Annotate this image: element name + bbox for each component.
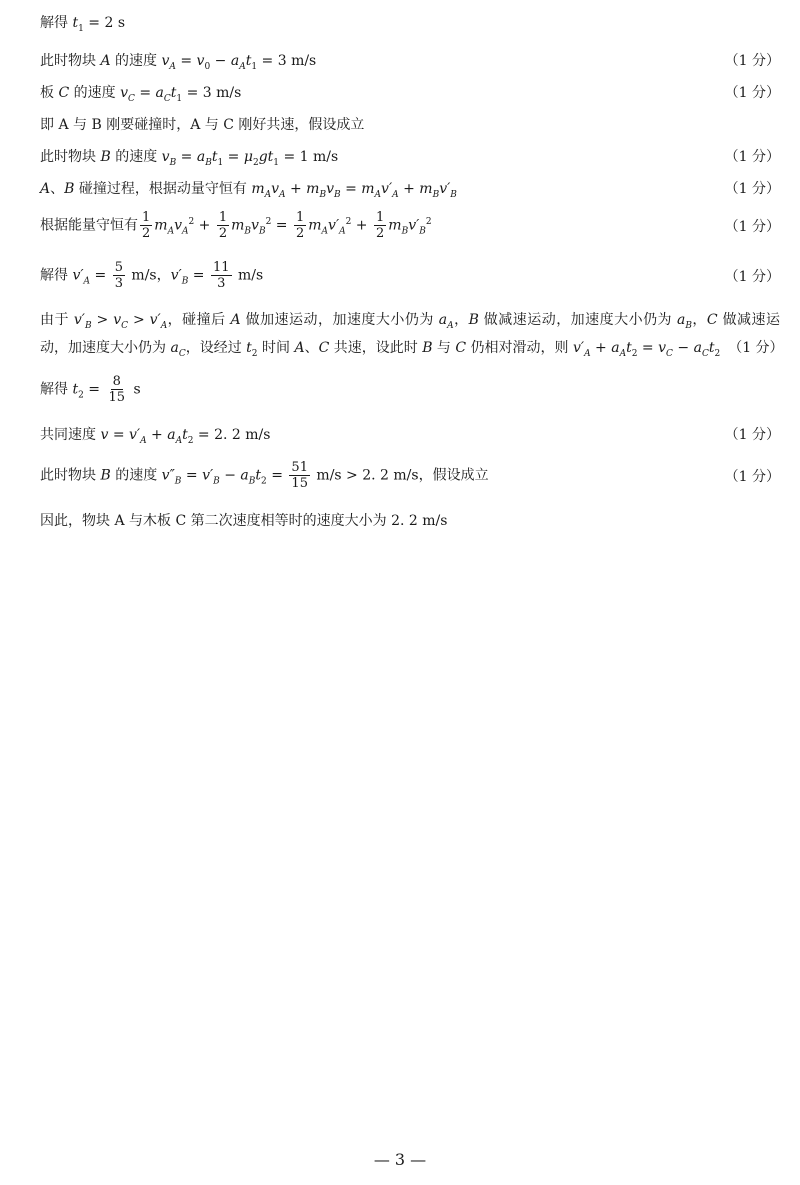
equation-vb-double-prime: 此时物块 B 的速度 $v''_B = v'_B - a_Bt_2$ = $\frac{51}{15}$ m/s > 2. 2 m/s，假设成立 (40, 460, 489, 491)
equation-energy: 根据能量守恒有 $\frac{1}{2}$ $m_Av_A^2$ + $\frac{1}{2}$ $m_Bv_B^2$ = $\frac{1}{2}$ $m_Av'_A^2$ + $\frac{1}{2}$ $m_Bv'_B^2$ (40, 210, 432, 241)
solution-line-1 (40, 12, 780, 32)
solution-line-5 (40, 146, 780, 166)
score-label: （1 分） (728, 340, 784, 356)
equation-common-speed-condition: 动，加速度大小仍为 $a_C$，设经过 $t_2$ 时间 A、C 共速，设此时 B 与 C 仍相对滑动，则 $v'_A + a_At_2 = v_C - a_Ct_2$ (40, 340, 721, 359)
solution-line-14 (40, 510, 780, 530)
paragraph-line-2 (40, 334, 784, 362)
solution-line-7 (40, 210, 780, 241)
equation-va: 此时物块 A 的速度 $v_A = v_0 - a_At_1 = 3$ m/s (40, 53, 317, 72)
equation-momentum: A、B 碰撞过程，根据动量守恒有 $m_Av_A + m_Bv_B = m_Av'_A + m_Bv'_B$ (40, 181, 457, 200)
statement-text: 即 A 与 B 刚要碰撞时，A 与 C 刚好共速，假设成立 (40, 117, 365, 133)
score-label: （1 分） (724, 268, 780, 285)
score-label: （1 分） (724, 468, 780, 485)
equation-vb: 此时物块 B 的速度 $v_B = a_Bt_1 = \mu_2gt_1 = 1$ m/s (40, 149, 339, 168)
solution-line-8 (40, 260, 780, 291)
equation-velocities-after: 解得 $v'_A$ = $\frac{5}{3}$ m/s，$v'_B$ = $\frac{11}{3}$ m/s (40, 260, 264, 291)
paragraph-line-1: 由于 $v'_B > v_C > v'_A$，碰撞后 A 做加速运动，加速度大小仍为 $a_A$，B 做减速运动，加速度大小仍为 $a_B$，C 做减速运 (40, 312, 781, 331)
conclusion-text: 因此，物块 A 与木板 C 第二次速度相等时的速度大小为 2. 2 m/s (40, 513, 448, 529)
score-label: （1 分） (724, 427, 780, 443)
score-label: （1 分） (724, 149, 780, 165)
equation-vc: 板 C 的速度 $v_C = a_Ct_1 = 3$ m/s (40, 85, 242, 104)
solution-line-3 (40, 82, 780, 102)
solution-line-6 (40, 178, 780, 198)
score-label: （1 分） (724, 218, 780, 235)
score-label: （1 分） (724, 53, 780, 69)
solution-line-4 (40, 114, 780, 134)
equation-t2: 解得 $t_2$ = $\frac{8}{15}$ s (40, 374, 141, 405)
score-label: （1 分） (724, 181, 780, 197)
solution-line-12 (40, 424, 780, 444)
page-number: — 3 — (373, 1150, 427, 1169)
equation-t1: 解得 $t_1 = 2$ s (40, 15, 126, 34)
solution-line-11 (40, 374, 780, 405)
solution-line-2 (40, 50, 780, 70)
equation-common-speed: 共同速度 $v = v'_A + a_At_2 = 2$. 2 m/s (40, 427, 271, 446)
solution-paragraph (40, 306, 784, 362)
score-label: （1 分） (724, 85, 780, 101)
solution-line-13 (40, 460, 780, 491)
